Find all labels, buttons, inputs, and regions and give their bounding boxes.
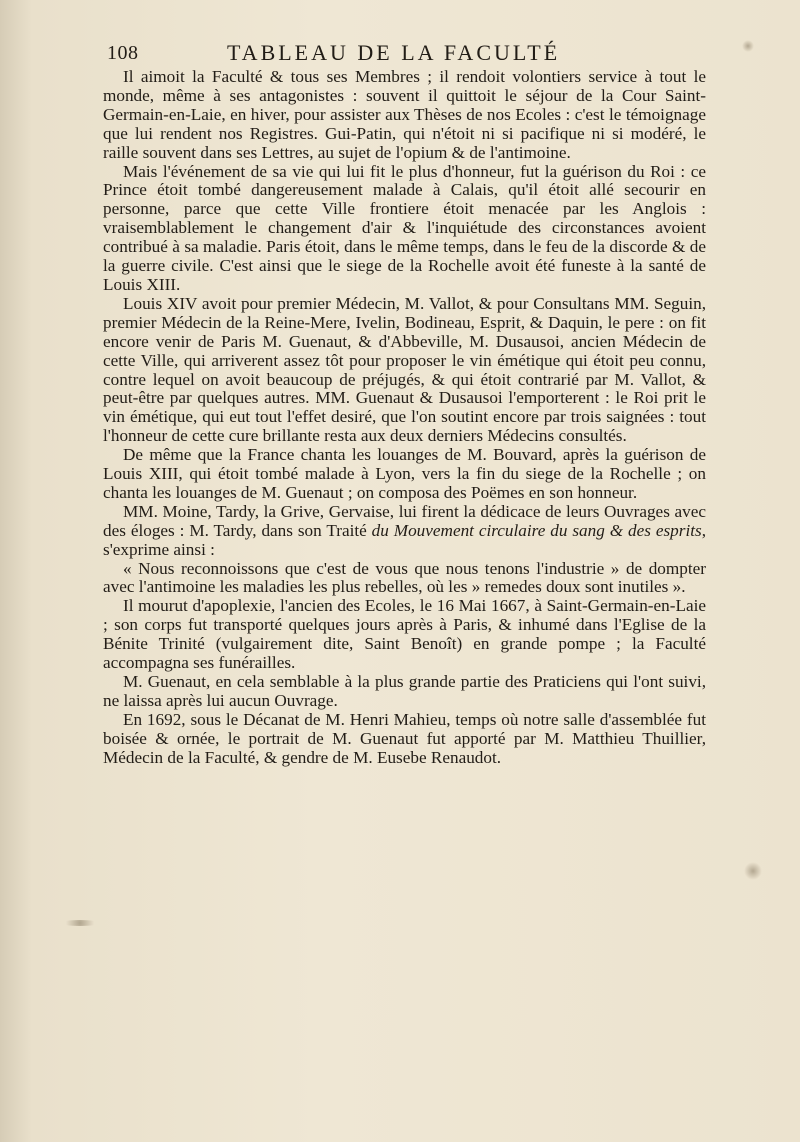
page-header (107, 40, 707, 66)
book-title: du Mouvement circulaire du sang & des esprits (371, 520, 702, 540)
ink-stain (742, 40, 754, 52)
paragraph-text: , s'exprime ainsi : (103, 520, 706, 559)
body-text (103, 68, 706, 768)
paragraph: Il aimoit la Faculté & tous ses Membres ; il rendoit volontiers service à tout le monde, même à ses antagonistes : souvent il quittoit le séjour de la Cour Saint-Germain-en-Laie, en hiver, pour assister aux Thèses de nos Ecoles : c'est le témoignage que lui rendent nos Registres. Gui-Patin, qui n'étoit ni si pacifique ni si modéré, le raille souvent dans ses Lettres, au sujet de l'opium & de l'antimoine. (103, 67, 706, 162)
paragraph: Louis XIV avoit pour premier Médecin, M. Vallot, & pour Consultans MM. Seguin, premier Médecin de la Reine-Mere, Ivelin, Bodineau, Esprit, & Daquin, le pere : on fit encore venir de Paris M. Guenaut, & d'Abbeville, M. Dusausoi, ancien Médecin de cette Ville, qui arriverent assez tôt pour proposer le vin émétique qui étoit peu connu, contre lequel on avoit beaucoup de préjugés, & qui étoit contrarié par M. Vallot, & peut-être par quelques autres. MM. Guenaut & Dusausoi l'emporterent : le Roi prit le vin émétique, qui eut tout l'effet desiré, que l'on soutint encore par trois saignées : tout l'honneur de cette cure brillante resta aux deux derniers Médecins consultés. (103, 293, 706, 446)
paragraph: En 1692, sous le Décanat de M. Henri Mahieu, temps où notre salle d'assemblée fut boisée & ornée, le portrait de M. Guenaut fut apporté par M. Matthieu Thuillier, Médecin de la Faculté, & gendre de M. Eusebe Renaudot. (103, 709, 706, 767)
ink-stain (744, 862, 762, 880)
paragraph: Il mourut d'apoplexie, l'ancien des Ecoles, le 16 Mai 1667, à Saint-Germain-en-Laie ; son corps fut transporté quelques jours après à Paris, & inhumé dans l'Eglise de la Bénite Trinité (vulgairement dite, Saint Benoît) en grande pompe ; la Faculté accompagna ses funérailles. (103, 596, 706, 673)
paragraph: Mais l'événement de sa vie qui lui fit le plus d'honneur, fut la guérison du Roi : ce Prince étoit tombé dangereusement malade à Calais, qu'il étoit allé secourir en personne, parce que cette Ville frontiere étoit menacée par les Anglois : vraisemblablement le changement d'air & l'inquiétude des circonstances avoient contribué à sa maladie. Paris étoit, dans le même temps, dans le feu de la discorde & de la guerre civile. C'est ainsi que le siege de la Rochelle avoit été funeste à la santé de Louis XIII. (103, 161, 706, 294)
quotation: « Nous reconnoissons que c'est de vous que nous tenons l'industrie » de dompter avec l'antimoine les maladies les plus rebelles, où les » remedes doux sont inutiles ». (103, 558, 706, 597)
ink-stain (60, 920, 100, 926)
paragraph (103, 503, 706, 560)
page-number: 108 (107, 42, 139, 64)
paragraph: De même que la France chanta les louanges de M. Bouvard, après la guérison de Louis XIII, qui étoit tombé malade à Lyon, vers la fin du siege de la Rochelle ; on chanta les louanges de M. Guenaut ; on composa des Poëmes en son honneur. (103, 445, 706, 502)
running-head: TABLEAU DE LA FACULTÉ (227, 40, 561, 65)
paragraph: M. Guenaut, en cela semblable à la plus grande partie des Praticiens qui l'ont suivi, ne laissa après lui aucun Ouvrage. (103, 672, 706, 710)
paragraph-text: MM. Moine, Tardy, la Grive, Gervaise, lui firent la dédicace de leurs Ouvrages avec des éloges : M. Tardy, dans son Traité (103, 501, 706, 540)
